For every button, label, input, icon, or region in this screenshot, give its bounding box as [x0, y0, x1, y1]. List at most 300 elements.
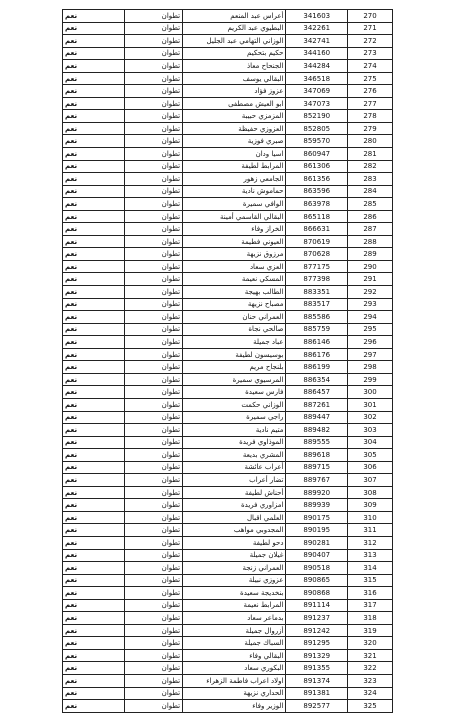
code-cell: 889482	[286, 424, 348, 437]
name-cell: المسكي نعيمة	[183, 273, 286, 286]
table-row	[63, 587, 393, 600]
row-number-cell: 280	[348, 135, 393, 148]
city-cell: تطوان	[124, 424, 182, 437]
code-cell: 883517	[286, 298, 348, 311]
city-cell: تطوان	[124, 10, 182, 23]
city-cell: تطوان	[124, 311, 182, 324]
row-number-cell: 312	[348, 536, 393, 549]
name-cell: البقالي وفاء	[183, 649, 286, 662]
row-number-cell: 291	[348, 273, 393, 286]
status-cell: نعم	[63, 60, 125, 73]
row-number-cell: 315	[348, 574, 393, 587]
city-cell: تطوان	[124, 135, 182, 148]
status-cell: نعم	[63, 486, 125, 499]
row-number-cell: 304	[348, 436, 393, 449]
status-cell: نعم	[63, 173, 125, 186]
table-row	[63, 72, 393, 85]
name-cell: ابو العيش مصطفى	[183, 97, 286, 110]
city-cell: تطوان	[124, 173, 182, 186]
table-row	[63, 122, 393, 135]
status-cell: نعم	[63, 499, 125, 512]
city-cell: تطوان	[124, 260, 182, 273]
name-cell: حماموش نادية	[183, 185, 286, 198]
code-cell: 347073	[286, 97, 348, 110]
city-cell: تطوان	[124, 474, 182, 487]
row-number-cell: 290	[348, 260, 393, 273]
city-cell: تطوان	[124, 449, 182, 462]
row-number-cell: 323	[348, 674, 393, 687]
table-row	[63, 536, 393, 549]
name-cell: مرزوق نزيهة	[183, 248, 286, 261]
code-cell: 891114	[286, 599, 348, 612]
row-number-cell: 310	[348, 511, 393, 524]
name-cell: المزمزي حبيبة	[183, 110, 286, 123]
table-row	[63, 574, 393, 587]
city-cell: تطوان	[124, 35, 182, 48]
table-row	[63, 260, 393, 273]
code-cell: 892577	[286, 700, 348, 713]
table-row	[63, 85, 393, 98]
row-number-cell: 297	[348, 348, 393, 361]
code-cell: 346518	[286, 72, 348, 85]
city-cell: تطوان	[124, 687, 182, 700]
row-number-cell: 282	[348, 160, 393, 173]
city-cell: تطوان	[124, 549, 182, 562]
city-cell: تطوان	[124, 72, 182, 85]
status-cell: نعم	[63, 248, 125, 261]
status-cell: نعم	[63, 461, 125, 474]
name-cell: حكيم بتحكيم	[183, 47, 286, 60]
row-number-cell: 319	[348, 624, 393, 637]
code-cell: 863596	[286, 185, 348, 198]
city-cell: تطوان	[124, 499, 182, 512]
city-cell: تطوان	[124, 649, 182, 662]
code-cell: 891355	[286, 662, 348, 675]
status-cell: نعم	[63, 336, 125, 349]
city-cell: تطوان	[124, 336, 182, 349]
code-cell: 886457	[286, 386, 348, 399]
name-cell: اسيا ودان	[183, 148, 286, 161]
row-number-cell: 296	[348, 336, 393, 349]
city-cell: تطوان	[124, 461, 182, 474]
table-row	[63, 47, 393, 60]
table-row	[63, 549, 393, 562]
code-cell: 886176	[286, 348, 348, 361]
city-cell: تطوان	[124, 587, 182, 600]
name-cell: عزوزي نبيلة	[183, 574, 286, 587]
city-cell: تطوان	[124, 511, 182, 524]
name-cell: بلنجاح مريم	[183, 361, 286, 374]
city-cell: تطوان	[124, 524, 182, 537]
row-number-cell: 293	[348, 298, 393, 311]
table-row	[63, 386, 393, 399]
name-cell: صالحي نجاة	[183, 323, 286, 336]
city-cell: تطوان	[124, 361, 182, 374]
row-number-cell: 283	[348, 173, 393, 186]
name-cell: البكوري سعاد	[183, 662, 286, 675]
row-number-cell: 276	[348, 85, 393, 98]
row-number-cell: 307	[348, 474, 393, 487]
code-cell: 863978	[286, 198, 348, 211]
status-cell: نعم	[63, 687, 125, 700]
table-row	[63, 173, 393, 186]
table-row	[63, 248, 393, 261]
row-number-cell: 314	[348, 562, 393, 575]
code-cell: 886354	[286, 373, 348, 386]
table-row	[63, 700, 393, 713]
code-cell: 347069	[286, 85, 348, 98]
status-cell: نعم	[63, 10, 125, 23]
code-cell: 891237	[286, 612, 348, 625]
city-cell: تطوان	[124, 60, 182, 73]
row-number-cell: 316	[348, 587, 393, 600]
name-cell: العمراني حنان	[183, 311, 286, 324]
row-number-cell: 284	[348, 185, 393, 198]
table-row	[63, 198, 393, 211]
table-row	[63, 110, 393, 123]
row-number-cell: 281	[348, 148, 393, 161]
table-row	[63, 160, 393, 173]
code-cell: 886146	[286, 336, 348, 349]
name-cell: السباك جميلة	[183, 637, 286, 650]
row-number-cell: 313	[348, 549, 393, 562]
row-number-cell: 322	[348, 662, 393, 675]
row-number-cell: 298	[348, 361, 393, 374]
status-cell: نعم	[63, 110, 125, 123]
code-cell: 885759	[286, 323, 348, 336]
name-cell: البقالي يوسف	[183, 72, 286, 85]
code-cell: 870619	[286, 235, 348, 248]
row-number-cell: 273	[348, 47, 393, 60]
name-cell: المجدوبي مواهب	[183, 524, 286, 537]
city-cell: تطوان	[124, 97, 182, 110]
city-cell: تطوان	[124, 286, 182, 299]
name-cell: المرابط نعيمة	[183, 599, 286, 612]
code-cell: 890868	[286, 587, 348, 600]
status-cell: نعم	[63, 700, 125, 713]
status-cell: نعم	[63, 35, 125, 48]
city-cell: تطوان	[124, 248, 182, 261]
name-cell: المرسيوي سميرة	[183, 373, 286, 386]
row-number-cell: 275	[348, 72, 393, 85]
status-cell: نعم	[63, 612, 125, 625]
row-number-cell: 303	[348, 424, 393, 437]
code-cell: 860947	[286, 148, 348, 161]
code-cell: 889555	[286, 436, 348, 449]
table-row	[63, 223, 393, 236]
table-row	[63, 348, 393, 361]
name-cell: الطالب بهيجة	[183, 286, 286, 299]
name-cell: أحناش لطيفة	[183, 486, 286, 499]
name-cell: الخراز وفاء	[183, 223, 286, 236]
row-number-cell: 272	[348, 35, 393, 48]
city-cell: تطوان	[124, 662, 182, 675]
name-cell: الجنحاح معاذ	[183, 60, 286, 73]
name-cell: المشري بديعة	[183, 449, 286, 462]
city-cell: تطوان	[124, 148, 182, 161]
table-row	[63, 336, 393, 349]
city-cell: تطوان	[124, 436, 182, 449]
status-cell: نعم	[63, 122, 125, 135]
name-cell: تضار أعراب	[183, 474, 286, 487]
name-cell: العيوني فطيمة	[183, 235, 286, 248]
city-cell: تطوان	[124, 235, 182, 248]
code-cell: 891295	[286, 637, 348, 650]
code-cell: 890175	[286, 511, 348, 524]
status-cell: نعم	[63, 298, 125, 311]
code-cell: 890518	[286, 562, 348, 575]
code-cell: 889447	[286, 411, 348, 424]
code-cell: 889767	[286, 474, 348, 487]
city-cell: تطوان	[124, 373, 182, 386]
city-cell: تطوان	[124, 562, 182, 575]
code-cell: 341603	[286, 10, 348, 23]
name-cell: الموذاوي فريدة	[183, 436, 286, 449]
table-row	[63, 624, 393, 637]
code-cell: 861356	[286, 173, 348, 186]
name-cell: العزي سعاد	[183, 260, 286, 273]
row-number-cell: 294	[348, 311, 393, 324]
table-row	[63, 10, 393, 23]
city-cell: تطوان	[124, 398, 182, 411]
row-number-cell: 295	[348, 323, 393, 336]
status-cell: نعم	[63, 210, 125, 223]
table-row	[63, 449, 393, 462]
row-number-cell: 317	[348, 599, 393, 612]
name-cell: الوافي سميرة	[183, 198, 286, 211]
status-cell: نعم	[63, 662, 125, 675]
city-cell: تطوان	[124, 198, 182, 211]
city-cell: تطوان	[124, 298, 182, 311]
code-cell: 852805	[286, 122, 348, 135]
name-cell: الحداري نزيهة	[183, 687, 286, 700]
city-cell: تطوان	[124, 411, 182, 424]
row-number-cell: 277	[348, 97, 393, 110]
status-cell: نعم	[63, 373, 125, 386]
table-row	[63, 273, 393, 286]
code-cell: 891329	[286, 649, 348, 662]
row-number-cell: 324	[348, 687, 393, 700]
code-cell: 885586	[286, 311, 348, 324]
city-cell: تطوان	[124, 536, 182, 549]
row-number-cell: 271	[348, 22, 393, 35]
name-cell: العزوزي حفيظة	[183, 122, 286, 135]
status-cell: نعم	[63, 148, 125, 161]
status-cell: نعم	[63, 649, 125, 662]
code-cell: 889715	[286, 461, 348, 474]
status-cell: نعم	[63, 135, 125, 148]
status-cell: نعم	[63, 674, 125, 687]
name-cell: اولاد اعراب فاطمة الزهراء	[183, 674, 286, 687]
table-row	[63, 398, 393, 411]
row-number-cell: 292	[348, 286, 393, 299]
status-cell: نعم	[63, 398, 125, 411]
table-row	[63, 235, 393, 248]
city-cell: تطوان	[124, 348, 182, 361]
status-cell: نعم	[63, 235, 125, 248]
table-row	[63, 649, 393, 662]
row-number-cell: 301	[348, 398, 393, 411]
code-cell: 342741	[286, 35, 348, 48]
city-cell: تطوان	[124, 386, 182, 399]
city-cell: تطوان	[124, 223, 182, 236]
status-cell: نعم	[63, 599, 125, 612]
row-number-cell: 288	[348, 235, 393, 248]
table-row	[63, 511, 393, 524]
table-row	[63, 185, 393, 198]
table-row	[63, 35, 393, 48]
city-cell: تطوان	[124, 22, 182, 35]
table-row	[63, 424, 393, 437]
table-row	[63, 599, 393, 612]
status-cell: نعم	[63, 260, 125, 273]
table-row	[63, 461, 393, 474]
code-cell: 887261	[286, 398, 348, 411]
table-row	[63, 361, 393, 374]
table-row	[63, 612, 393, 625]
status-cell: نعم	[63, 97, 125, 110]
row-number-cell: 311	[348, 524, 393, 537]
table-row	[63, 524, 393, 537]
row-number-cell: 286	[348, 210, 393, 223]
code-cell: 891242	[286, 624, 348, 637]
city-cell: تطوان	[124, 486, 182, 499]
status-cell: نعم	[63, 311, 125, 324]
code-cell: 852190	[286, 110, 348, 123]
status-cell: نعم	[63, 185, 125, 198]
city-cell: تطوان	[124, 110, 182, 123]
status-cell: نعم	[63, 386, 125, 399]
name-cell: متيم نادية	[183, 424, 286, 437]
code-cell: 886199	[286, 361, 348, 374]
table-row	[63, 474, 393, 487]
row-number-cell: 279	[348, 122, 393, 135]
table-row	[63, 674, 393, 687]
code-cell: 344284	[286, 60, 348, 73]
status-cell: نعم	[63, 587, 125, 600]
status-cell: نعم	[63, 160, 125, 173]
status-cell: نعم	[63, 323, 125, 336]
name-cell: بوسيسون لطيفة	[183, 348, 286, 361]
status-cell: نعم	[63, 273, 125, 286]
name-cell: الجامعي زهور	[183, 173, 286, 186]
name-cell: الوزاني حكمت	[183, 398, 286, 411]
status-cell: نعم	[63, 411, 125, 424]
code-cell: 859570	[286, 135, 348, 148]
status-cell: نعم	[63, 436, 125, 449]
name-cell: العمراني زنجة	[183, 562, 286, 575]
code-cell: 342261	[286, 22, 348, 35]
row-number-cell: 287	[348, 223, 393, 236]
city-cell: تطوان	[124, 612, 182, 625]
status-cell: نعم	[63, 511, 125, 524]
code-cell: 890407	[286, 549, 348, 562]
status-cell: نعم	[63, 424, 125, 437]
name-cell: دحو لطيفة	[183, 536, 286, 549]
name-cell: راجي سميرة	[183, 411, 286, 424]
status-cell: نعم	[63, 524, 125, 537]
table-row	[63, 60, 393, 73]
table-row	[63, 499, 393, 512]
code-cell: 890865	[286, 574, 348, 587]
city-cell: تطوان	[124, 160, 182, 173]
table-row	[63, 323, 393, 336]
code-cell: 883351	[286, 286, 348, 299]
row-number-cell: 289	[348, 248, 393, 261]
row-number-cell: 318	[348, 612, 393, 625]
row-number-cell: 309	[348, 499, 393, 512]
name-cell: فارس سعيدة	[183, 386, 286, 399]
status-cell: نعم	[63, 286, 125, 299]
code-cell: 889618	[286, 449, 348, 462]
status-cell: نعم	[63, 562, 125, 575]
code-cell: 890281	[286, 536, 348, 549]
row-number-cell: 278	[348, 110, 393, 123]
city-cell: تطوان	[124, 273, 182, 286]
table-row	[63, 298, 393, 311]
table-row	[63, 436, 393, 449]
table-row	[63, 562, 393, 575]
status-cell: نعم	[63, 223, 125, 236]
code-cell: 891374	[286, 674, 348, 687]
name-cell: المرابط لطيفة	[183, 160, 286, 173]
status-cell: نعم	[63, 637, 125, 650]
city-cell: تطوان	[124, 323, 182, 336]
name-cell: الوزاني التهامي عبد الجليل	[183, 35, 286, 48]
row-number-cell: 321	[348, 649, 393, 662]
status-cell: نعم	[63, 574, 125, 587]
table-row	[63, 411, 393, 424]
code-cell: 890195	[286, 524, 348, 537]
status-cell: نعم	[63, 474, 125, 487]
row-number-cell: 270	[348, 10, 393, 23]
name-cell: أعراب عائشة	[183, 461, 286, 474]
row-number-cell: 299	[348, 373, 393, 386]
status-cell: نعم	[63, 549, 125, 562]
status-cell: نعم	[63, 348, 125, 361]
row-number-cell: 306	[348, 461, 393, 474]
table-row	[63, 662, 393, 675]
name-cell: البطيوي عبد الكريم	[183, 22, 286, 35]
table-row	[63, 311, 393, 324]
city-cell: تطوان	[124, 700, 182, 713]
status-cell: نعم	[63, 361, 125, 374]
status-cell: نعم	[63, 624, 125, 637]
name-cell: عباد جميلة	[183, 336, 286, 349]
city-cell: تطوان	[124, 47, 182, 60]
code-cell: 344160	[286, 47, 348, 60]
code-cell: 891381	[286, 687, 348, 700]
city-cell: تطوان	[124, 185, 182, 198]
name-cell: البقالي القاسمي أمينة	[183, 210, 286, 223]
table-row	[63, 286, 393, 299]
city-cell: تطوان	[124, 599, 182, 612]
name-cell: أزروال جميلة	[183, 624, 286, 637]
row-number-cell: 302	[348, 411, 393, 424]
status-cell: نعم	[63, 22, 125, 35]
city-cell: تطوان	[124, 574, 182, 587]
city-cell: تطوان	[124, 624, 182, 637]
status-cell: نعم	[63, 449, 125, 462]
code-cell: 861306	[286, 160, 348, 173]
city-cell: تطوان	[124, 674, 182, 687]
candidates-table	[62, 9, 393, 713]
code-cell: 877175	[286, 260, 348, 273]
code-cell: 889939	[286, 499, 348, 512]
row-number-cell: 274	[348, 60, 393, 73]
name-cell: الوزير وفاء	[183, 700, 286, 713]
row-number-cell: 320	[348, 637, 393, 650]
